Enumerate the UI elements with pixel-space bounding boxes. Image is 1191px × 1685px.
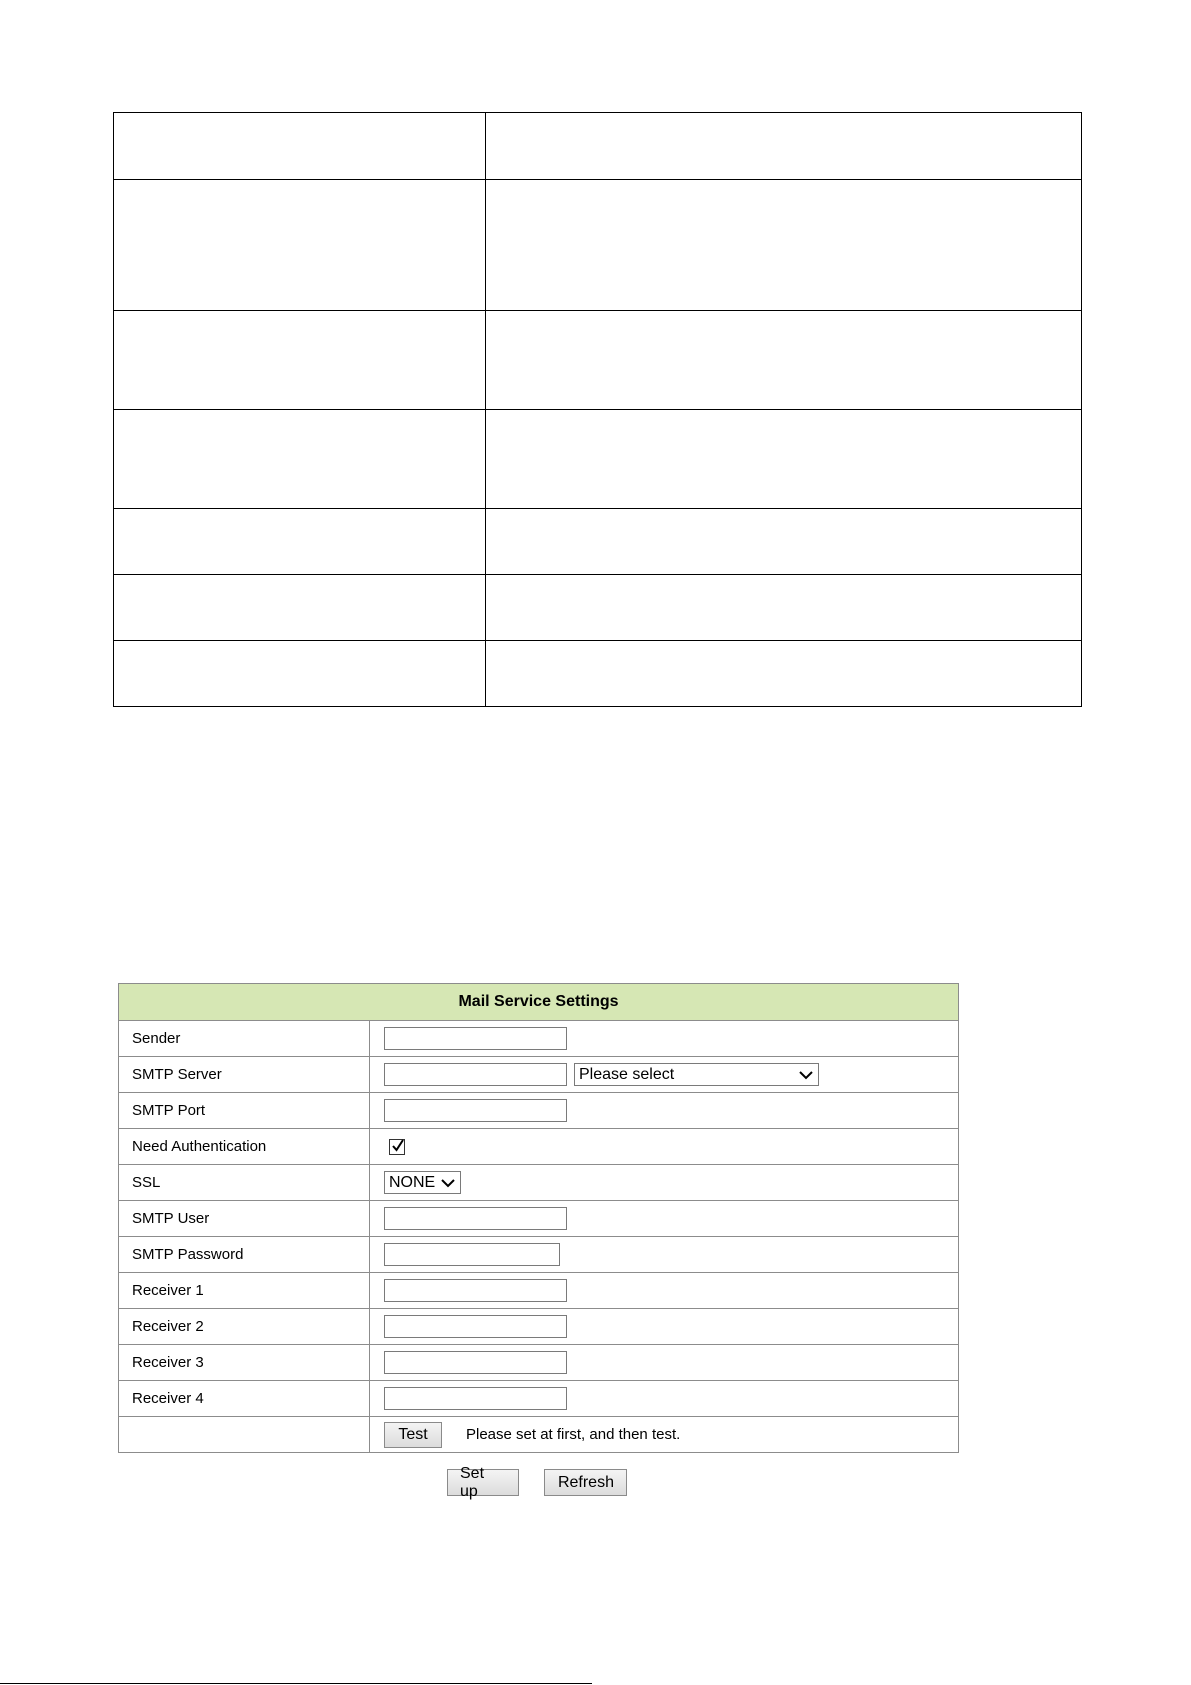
test-hint-text: Please set at first, and then test. [466, 1426, 681, 1443]
receiver-2-row [119, 1309, 959, 1345]
test-row [119, 1417, 959, 1453]
need-authentication-checkbox[interactable] [389, 1139, 405, 1155]
document-table-cell [486, 180, 1082, 311]
form-actions [447, 1464, 627, 1500]
document-table-cell [114, 180, 486, 311]
document-table-cell [486, 509, 1082, 575]
receiver-3-label: Receiver 3 [119, 1345, 370, 1381]
need-authentication-label: Need Authentication [119, 1129, 370, 1165]
smtp-server-label: SMTP Server [119, 1057, 370, 1093]
smtp-user-input[interactable] [384, 1207, 567, 1230]
document-table-cell [114, 509, 486, 575]
document-table-cell [114, 410, 486, 509]
receiver-2-input[interactable] [384, 1315, 567, 1338]
document-table-row [114, 575, 1082, 641]
receiver-2-label: Receiver 2 [119, 1309, 370, 1345]
document-table-cell [486, 311, 1082, 410]
smtp-password-input[interactable] [384, 1243, 560, 1266]
chevron-down-icon [440, 1177, 456, 1189]
setup-button[interactable]: Set up [447, 1469, 519, 1496]
receiver-3-row [119, 1345, 959, 1381]
document-table-row [114, 641, 1082, 707]
document-table-row [114, 410, 1082, 509]
receiver-4-label: Receiver 4 [119, 1381, 370, 1417]
ssl-select[interactable] [384, 1171, 461, 1194]
panel-header-row [119, 984, 959, 1021]
document-table-cell [114, 113, 486, 180]
smtp-port-input[interactable] [384, 1099, 567, 1122]
document-table [113, 112, 1082, 707]
receiver-4-row [119, 1381, 959, 1417]
document-table-cell [114, 641, 486, 707]
sender-label: Sender [119, 1021, 370, 1057]
document-table-cell [114, 311, 486, 410]
mail-service-settings-panel [118, 983, 959, 1453]
checkmark-icon [390, 1138, 406, 1154]
ssl-label: SSL [119, 1165, 370, 1201]
refresh-button[interactable]: Refresh [544, 1469, 627, 1496]
smtp-password-label: SMTP Password [119, 1237, 370, 1273]
smtp-password-row [119, 1237, 959, 1273]
document-table-row [114, 311, 1082, 410]
document-table-cell [114, 575, 486, 641]
document-table-row [114, 509, 1082, 575]
receiver-1-row [119, 1273, 959, 1309]
smtp-port-label: SMTP Port [119, 1093, 370, 1129]
sender-row [119, 1021, 959, 1057]
panel-title: Mail Service Settings [119, 984, 959, 1021]
receiver-3-input[interactable] [384, 1351, 567, 1374]
smtp-server-input[interactable] [384, 1063, 567, 1086]
document-table-cell [486, 575, 1082, 641]
ssl-row [119, 1165, 959, 1201]
smtp-user-label: SMTP User [119, 1201, 370, 1237]
receiver-4-input[interactable] [384, 1387, 567, 1410]
smtp-server-row [119, 1057, 959, 1093]
smtp-port-row [119, 1093, 959, 1129]
chevron-down-icon [798, 1069, 814, 1081]
smtp-user-row [119, 1201, 959, 1237]
document-table-row [114, 180, 1082, 311]
document-table-row [114, 113, 1082, 180]
sender-input[interactable] [384, 1027, 567, 1050]
smtp-server-select[interactable] [574, 1063, 819, 1086]
test-row-empty-cell [119, 1417, 370, 1453]
document-table-cell [486, 641, 1082, 707]
smtp-server-select-value: Please select [579, 1065, 675, 1083]
document-table-cell [486, 410, 1082, 509]
footnote-separator [0, 1683, 592, 1684]
test-button[interactable]: Test [384, 1422, 442, 1448]
document-table-cell [486, 113, 1082, 180]
need-authentication-row [119, 1129, 959, 1165]
receiver-1-label: Receiver 1 [119, 1273, 370, 1309]
receiver-1-input[interactable] [384, 1279, 567, 1302]
ssl-select-value: NONE [389, 1173, 436, 1191]
